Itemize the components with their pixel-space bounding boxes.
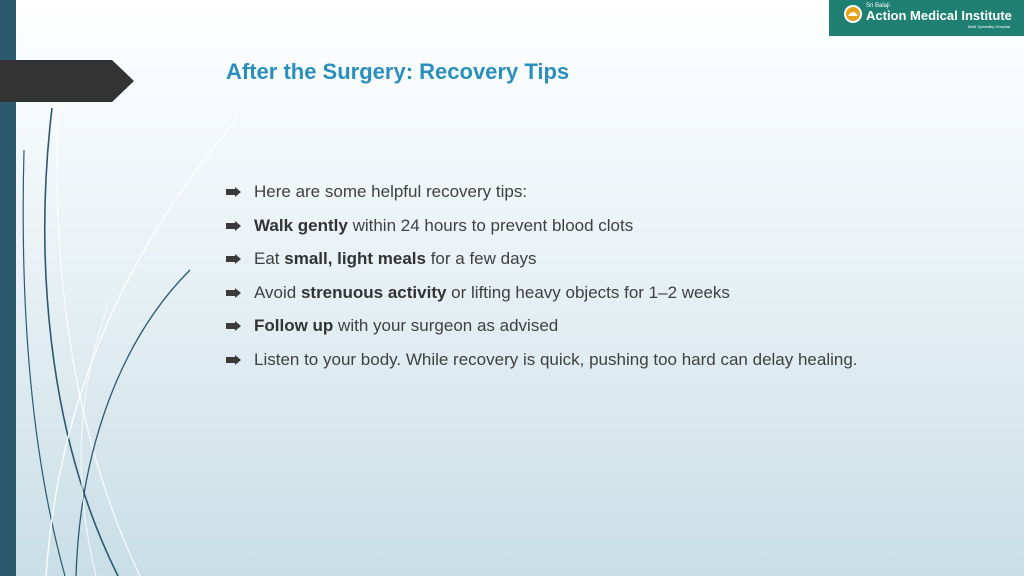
bullet-bold: Follow up	[254, 316, 334, 335]
bullet-pre: Avoid	[254, 282, 301, 302]
bullet-post: Here are some helpful recovery tips:	[254, 182, 528, 201]
arrow-bullet-icon	[226, 355, 241, 365]
bullet-bold: Walk gently	[254, 215, 348, 235]
bullet-post: Listen to your body. While recovery is quick, pushing too hard can delay healing.	[254, 349, 858, 369]
bullet-post: or lifting heavy objects for 1–2 weeks	[446, 282, 730, 302]
bullet-bold: strenuous activity	[300, 282, 447, 302]
arrow-bullet-icon	[226, 288, 241, 298]
logo-tagline: Multi Speciality Hospital	[967, 24, 1010, 29]
bullet-item	[224, 349, 944, 371]
slide-title: After the Surgery: Recovery Tips	[226, 59, 570, 84]
logo-small-text: Sri Balaji	[866, 3, 890, 9]
bullet-post: within 24 hours to prevent blood clots	[347, 215, 634, 235]
bullet-item	[224, 315, 944, 337]
logo-name: Action Medical Institute	[866, 8, 1012, 23]
bullet-post: for a few days	[425, 249, 537, 268]
bullet-pre: Eat	[254, 249, 285, 268]
sun-logo-icon	[843, 4, 863, 24]
bullet-post: with your surgeon as advised	[333, 316, 559, 335]
bullet-item	[224, 282, 944, 304]
arrow-bullet-icon	[226, 221, 241, 231]
arrow-bullet-icon	[226, 187, 241, 197]
bullet-bold: small, light meals	[284, 249, 426, 268]
arrow-bullet-icon	[226, 254, 241, 264]
arrow-bullet-icon	[226, 321, 241, 331]
bullet-item	[224, 248, 944, 270]
bullet-item	[224, 215, 944, 237]
bullet-item	[224, 181, 944, 203]
bullet-list	[224, 181, 944, 382]
logo	[829, 0, 1024, 36]
title-arrow-icon	[0, 60, 134, 102]
